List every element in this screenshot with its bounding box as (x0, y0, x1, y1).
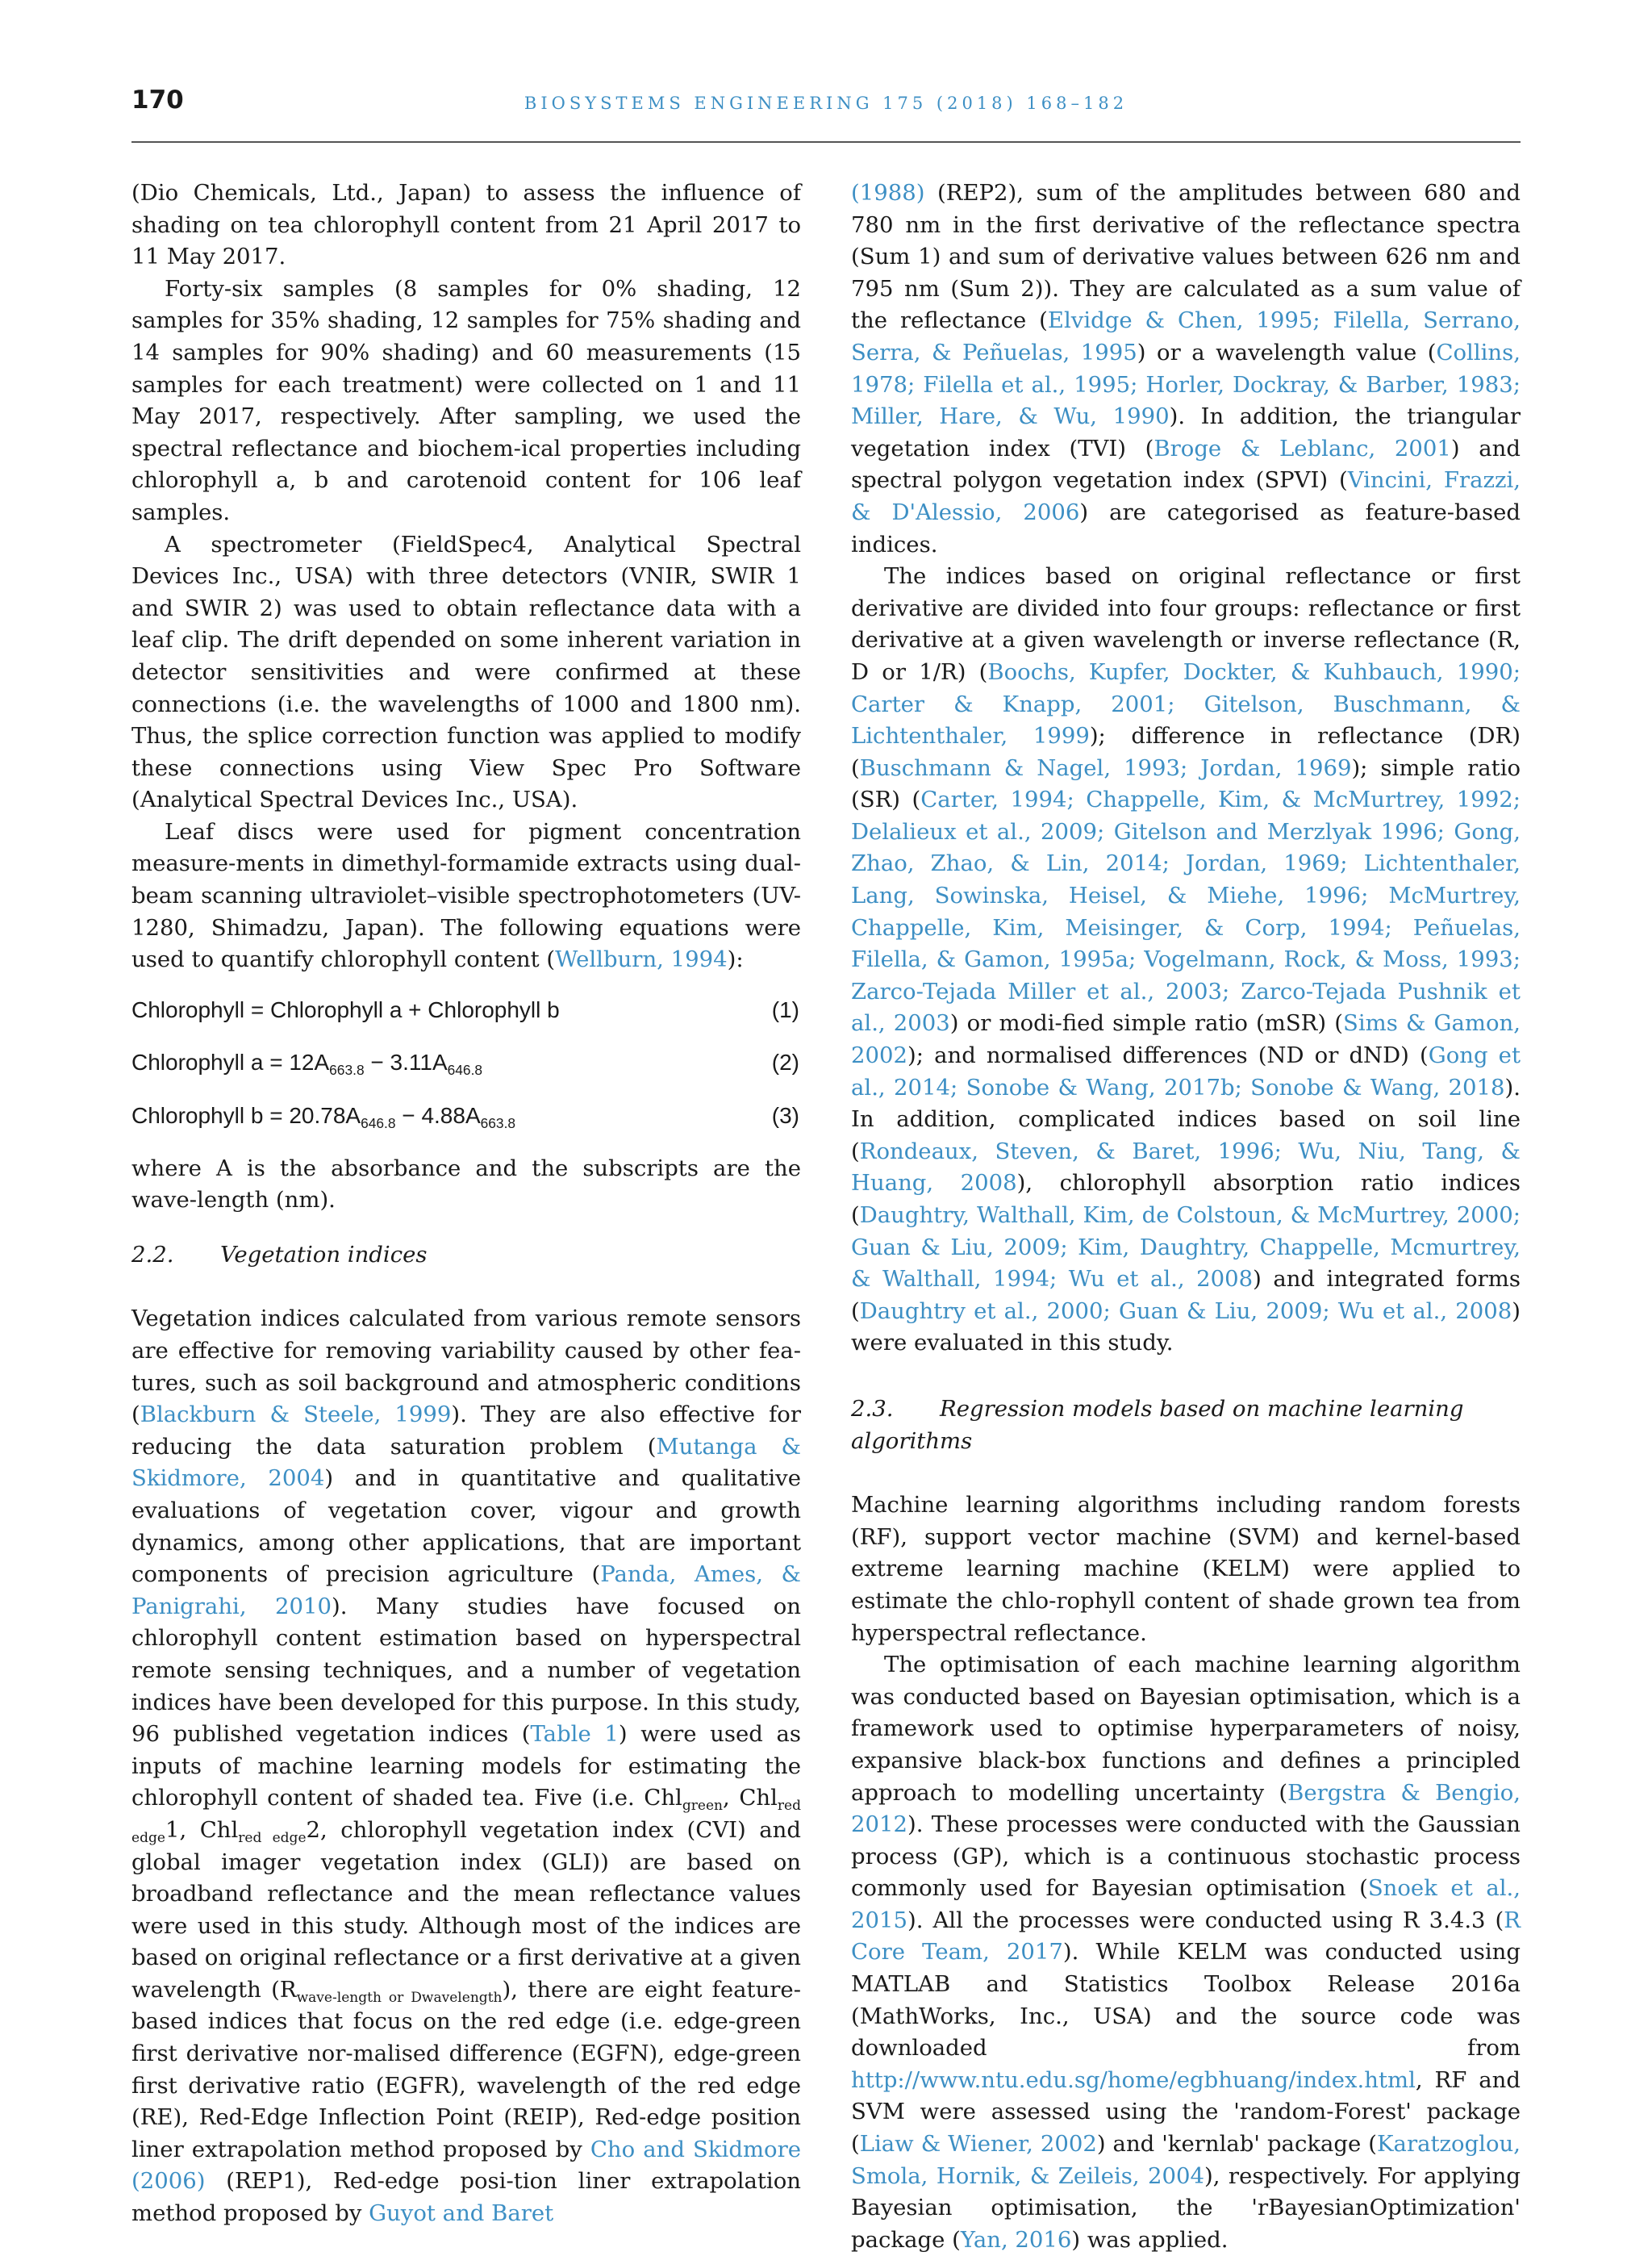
section-heading: 2.3. Regression models based on machine learning algorithms (851, 1395, 1464, 1454)
page-number: 170 (131, 86, 184, 115)
citation-link[interactable]: Carter, 1994; Chappelle, Kim, & McMurtrey, 1992; Delalieux et al., 2009; Gitelson and Merzlyak 1996; Gong, Zhao, Zhao, & Lin, 2014; Jordan, 1969; Lichtenthaler, Lang, Sowinska, Heisel, & Miehe, 1996; McMurtrey, Chappelle, Kim, Meisinger, & Corp, 1994; Peñuelas, Filella, & Gamon, 1995a; Vogelmann, Rock, & Moss, 1993; Zarco-Tejada Miller et al., 2003; Zarco-Tejada Pushnik et al., 2003 (851, 787, 1521, 1037)
citation-link[interactable]: Buschmann & Nagel, 1993; Jordan, 1969 (859, 754, 1352, 781)
citation-link[interactable]: Sims & Gamon, 2002 (851, 1010, 1521, 1069)
citation-link[interactable]: Cho and Skidmore (2006) (131, 2136, 801, 2195)
table-link[interactable]: Table 1 (530, 1721, 619, 1748)
citation-link[interactable]: Bergstra & Bengio, 2012 (851, 1779, 1521, 1838)
citation-link[interactable]: Guyot and Baret (369, 2200, 554, 2227)
equation-1: Chlorophyll = Chlorophyll a + Chlorophyll b (1) (131, 994, 801, 1026)
citation-link[interactable]: Vincini, Frazzi, & D'Alessio, 2006 (851, 467, 1521, 525)
equation-2: Chlorophyll $a = 12A_{663.8} - 3.11A_{646.8}$ (2) (131, 1047, 801, 1079)
citation-link[interactable]: Elvidge & Chen, 1995; Filella, Serrano, Serra, & Peñuelas, 1995 (851, 307, 1521, 366)
citation-link[interactable]: Liaw & Wiener, 2002 (859, 2131, 1097, 2158)
equation-number: (2) (771, 1050, 799, 1076)
citation-link[interactable]: Daughtry, Walthall, Kim, de Colstoun, & McMurtrey, 2000; Guan & Liu, 2009; Kim, Daughtry, Chappelle, Mcmurtrey, & Walthall, 1994; Wu et al., 2008 (851, 1202, 1521, 1293)
section-heading: 2.2. Vegetation indices (131, 1241, 428, 1268)
citation-link[interactable]: Snoek et al., 2015 (851, 1875, 1521, 1933)
citation-link[interactable]: Wellburn, 1994 (555, 946, 728, 973)
right-column (851, 178, 1521, 2256)
paragraph: Vegetation indices calculated from various remote sensors are effective for removing variability caused by other fea-tures, such as soil background and atmospheric conditions (Blackburn & Steele, 1999). They are also effective for reducing the data saturation problem (Mutanga & Skidmore, 2004) and in quantitative and qualitative evaluations of vegetation cover, vigour and growth dynamics, among other applications, that are important components of precision agriculture (Panda, Ames, & Panigrahi, 2010). Many studies have focused on chlorophyll content estimation based on hyperspectral remote sensing techniques, and a number of vegetation indices have been developed for this purpose. In this study, 96 published vegetation indices (Table 1) were used as inputs of machine learning models for estimating the chlorophyll content of shaded tea. Five (i.e. Chl$_{green}$, Chl$_{red edge}$1, Chl$_{red edge}$2, chlorophyll vegetation index (CVI) and global imager vegetation index (GLI)) are based on broadband reflectance and the mean reflectance values were used in this study. Although most of the indices are based on original reflectance or a first derivative at a given wavelength $(R_{wave-length or Dwavelength})$, there are eight feature-based indices that focus on the red edge (i.e. edge-green first derivative nor-malised difference (EGFN), edge-green first derivative ratio (EGFR), wavelength of the red edge (RE), Red-Edge Inflection Point (REIP), Red-edge position liner extrapolation method proposed by Cho and Skidmore (2006) (REP1), Red-edge posi-tion liner extrapolation method proposed by Guyot and Baret (131, 1306, 802, 2227)
citation-link[interactable]: Gong et al., 2014; Sonobe & Wang, 2017b; Sonobe & Wang, 2018 (851, 1042, 1521, 1101)
citation-link[interactable]: Daughtry et al., 2000; Guan & Liu, 2009; Wu et al., 2008 (859, 1297, 1512, 1324)
paragraph: Machine learning algorithms including random forests (RF), support vector machine (SVM) and kernel-based extreme learning machine (KELM) were applied to estimate the chlo-rophyll content of shade grown tea from hyperspectral reflectance. (851, 1492, 1521, 1646)
citation-link[interactable]: Rondeaux, Steven, & Baret, 1996; Wu, Niu, Tang, & Huang, 2008 (851, 1138, 1521, 1197)
citation-link[interactable]: R Core Team, 2017 (851, 1907, 1521, 1966)
paragraph: A spectrometer (FieldSpec4, Analytical Spectral Devices Inc., USA) with three detectors (VNIR, SWIR 1 and SWIR 2) was used to obtain reflectance data with a leaf clip. The drift depended on some inherent variation in detector sensitivities and were confirmed at these connections (i.e. the wavelengths of 1000 and 1800 nm). Thus, the splice correction function was applied to modify these connections using View Spec Pro Software (Analytical Spectral Devices Inc., USA). (131, 531, 801, 813)
citation-link[interactable]: Mutanga & Skidmore, 2004 (131, 1433, 801, 1492)
paragraph: (1988) (REP2), sum of the amplitudes between 680 and 780 nm in the first derivative of the reflectance spectra (Sum 1) and sum of derivative values between 626 nm and 795 nm (Sum 2)). They are calculated as a sum value of the reflectance (Elvidge & Chen, 1995; Filella, Serrano, Serra, & Peñuelas, 1995) or a wavelength value (Collins, 1978; Filella et al., 1995; Horler, Dockray, & Barber, 1983; Miller, Hare, & Wu, 1990). In addition, the triangular vegetation index (TVI) (Broge & Leblanc, 2001) and spectral polygon vegetation index (SPVI) (Vincini, Frazzi, & D'Alessio, 2006) are categorised as feature-based indices. (851, 180, 1521, 558)
citation-link[interactable]: Broge & Leblanc, 2001 (1153, 435, 1451, 462)
paragraph: (Dio Chemicals, Ltd., Japan) to assess the influence of shading on tea chlorophyll content from 21 April 2017 to 11 May 2017. (131, 180, 801, 270)
citation-link[interactable]: (1988) (851, 180, 925, 206)
citation-link[interactable]: Karatzoglou, Smola, Hornik, & Zeileis, 2004 (851, 2131, 1521, 2189)
left-column (131, 178, 801, 2230)
journal-title: BIOSYSTEMS ENGINEERING 175 (2018) 168–182 (524, 94, 1128, 113)
source-code-url-link[interactable]: http://www.ntu.edu.sg/home/egbhuang/index.html (851, 2066, 1416, 2093)
paragraph: Leaf discs were used for pigment concentration measure-ments in dimethyl-formamide extracts using dual-beam scanning ultraviolet–visible spectrophotometers (UV-1280, Shimadzu, Japan). The following equations were used to quantify chlorophyll content (Wellburn, 1994): (131, 818, 801, 973)
citation-link[interactable]: Blackburn & Steele, 1999 (140, 1402, 452, 1428)
paragraph: The optimisation of each machine learning algorithm was conducted based on Bayesian optimisation, which is a framework used to optimise hyperparameters of noisy, expansive black-box functions and defines a principled approach to modelling uncertainty (Bergstra & Bengio, 2012). These processes were conducted with the Gaussian process (GP), which is a continuous stochastic process commonly used for Bayesian optimisation (Snoek et al., 2015). All the processes were conducted using R 3.4.3 (R Core Team, 2017). While KELM was conducted using MATLAB and Statistics Toolbox Release 2016a (MathWorks, Inc., USA) and the source code was downloaded from http://www.ntu.edu.sg/home/egbhuang/index.html, RF and SVM were assessed using the 'random-Forest' package (Liaw & Wiener, 2002) and 'kernlab' package (Karatzoglou, Smola, Hornik, & Zeileis, 2004), respectively. For applying Bayesian optimisation, the 'rBayesianOptimization' package (Yan, 2016) was applied. (851, 1652, 1521, 2253)
paragraph: where A is the absorbance and the subscripts are the wave-length (nm). (131, 1155, 801, 1214)
equation-3: Chlorophyll $b = 20.78A_{646.8} - 4.88A_{663.8}$ (3) (131, 1100, 801, 1132)
citation-link[interactable]: Yan, 2016 (960, 2226, 1072, 2253)
citation-link[interactable]: Collins, 1978; Filella et al., 1995; Horler, Dockray, & Barber, 1983; Miller, Hare, & Wu, 1990 (851, 339, 1521, 430)
citation-link[interactable]: Panda, Ames, & Panigrahi, 2010 (131, 1561, 801, 1619)
header-rule (131, 141, 1521, 143)
paragraph: Forty-six samples (8 samples for 0% shading, 12 samples for 35% shading, 12 samples for 75% shading and 14 samples for 90% shading) and 60 measurements (15 samples for each treatment) were collected on 1 and 11 May 2017, respectively. After sampling, we used the spectral reflectance and biochem-ical properties including chlorophyll a, b and carotenoid content for 106 leaf samples. (131, 275, 801, 525)
equation-number: (3) (771, 1103, 799, 1129)
running-header (131, 79, 1521, 144)
citation-link[interactable]: Boochs, Kupfer, Dockter, & Kuhbauch, 1990; Carter & Knapp, 2001; Gitelson, Buschmann, & Lichtenthaler, 1999 (851, 658, 1521, 750)
equation-number: (1) (771, 996, 799, 1022)
paragraph: The indices based on original reflectance or first derivative are divided into four groups: reflectance or first derivative at a given wavelength or inverse reflectance (R, D or 1/R) (Boochs, Kupfer, Dockter, & Kuhbauch, 1990; Carter & Knapp, 2001; Gitelson, Buschmann, & Lichtenthaler, 1999); difference in reflectance (DR) (Buschmann & Nagel, 1993; Jordan, 1969); simple ratio (SR) (Carter, 1994; Chappelle, Kim, & McMurtrey, 1992; Delalieux et al., 2009; Gitelson and Merzlyak 1996; Gong, Zhao, Zhao, & Lin, 2014; Jordan, 1969; Lichtenthaler, Lang, Sowinska, Heisel, & Miehe, 1996; McMurtrey, Chappelle, Kim, Meisinger, & Corp, 1994; Peñuelas, Filella, & Gamon, 1995a; Vogelmann, Rock, & Moss, 1993; Zarco-Tejada Miller et al., 2003; Zarco-Tejada Pushnik et al., 2003) or modi-fied simple ratio (mSR) (Sims & Gamon, 2002); and normalised differences (ND or dND) (Gong et al., 2014; Sonobe & Wang, 2017b; Sonobe & Wang, 2018). In addition, complicated indices based on soil line (Rondeaux, Steven, & Baret, 1996; Wu, Niu, Tang, & Huang, 2008), chlorophyll absorption ratio indices (Daughtry, Walthall, Kim, de Colstoun, & McMurtrey, 2000; Guan & Liu, 2009; Kim, Daughtry, Chappelle, Mcmurtrey, & Walthall, 1994; Wu et al., 2008) and integrated forms (Daughtry et al., 2000; Guan & Liu, 2009; Wu et al., 2008) were evaluated in this study. (851, 563, 1521, 1356)
